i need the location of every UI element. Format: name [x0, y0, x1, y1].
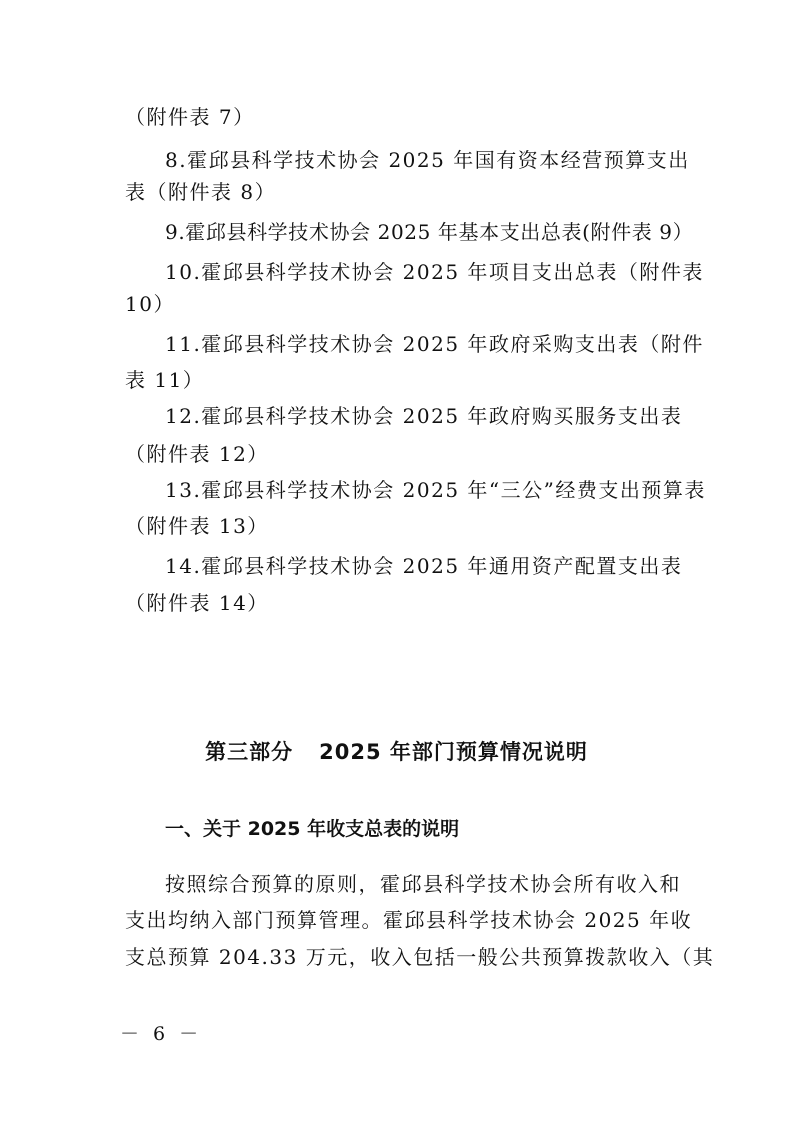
list-item-10: 10.霍邱县科学技术协会 2025 年项目支出总表（附件表: [165, 260, 704, 284]
list-line: 表 11）: [125, 368, 205, 392]
list-line: （附件表 7）: [125, 105, 255, 129]
list-line: 表（附件表 8）: [125, 180, 277, 204]
section-heading-part: 第三部分: [205, 740, 294, 764]
list-line: 10）: [125, 292, 175, 316]
list-item-12: 12.霍邱县科学技术协会 2025 年政府购买服务支出表: [165, 404, 683, 428]
body-paragraph-line: 支总预算 204.33 万元，收入包括一般公共预算拨款收入（其: [125, 945, 715, 969]
sub-heading: 一、关于 2025 年收支总表的说明: [165, 818, 460, 840]
body-paragraph-line: 按照综合预算的原则，霍邱县科学技术协会所有收入和: [165, 872, 681, 896]
list-item-14: 14.霍邱县科学技术协会 2025 年通用资产配置支出表: [165, 554, 683, 578]
body-paragraph-line: 支出均纳入部门预算管理。霍邱县科学技术协会 2025 年收: [125, 908, 693, 932]
list-item-8: 8.霍邱县科学技术协会 2025 年国有资本经营预算支出: [165, 148, 690, 172]
section-heading: [0, 735, 793, 769]
list-item-9: 9.霍邱县科学技术协会 2025 年基本支出总表(附件表 9）: [165, 220, 694, 244]
list-line: （附件表 14）: [125, 591, 269, 615]
list-item-11: 11.霍邱县科学技术协会 2025 年政府采购支出表（附件: [165, 332, 704, 356]
list-line: （附件表 12）: [125, 442, 269, 466]
page-number: － 6 －: [120, 1023, 203, 1045]
section-heading-title: 2025 年部门预算情况说明: [319, 740, 588, 764]
list-item-13: 13.霍邱县科学技术协会 2025 年“三公”经费支出预算表: [165, 478, 706, 502]
list-line: （附件表 13）: [125, 514, 269, 538]
